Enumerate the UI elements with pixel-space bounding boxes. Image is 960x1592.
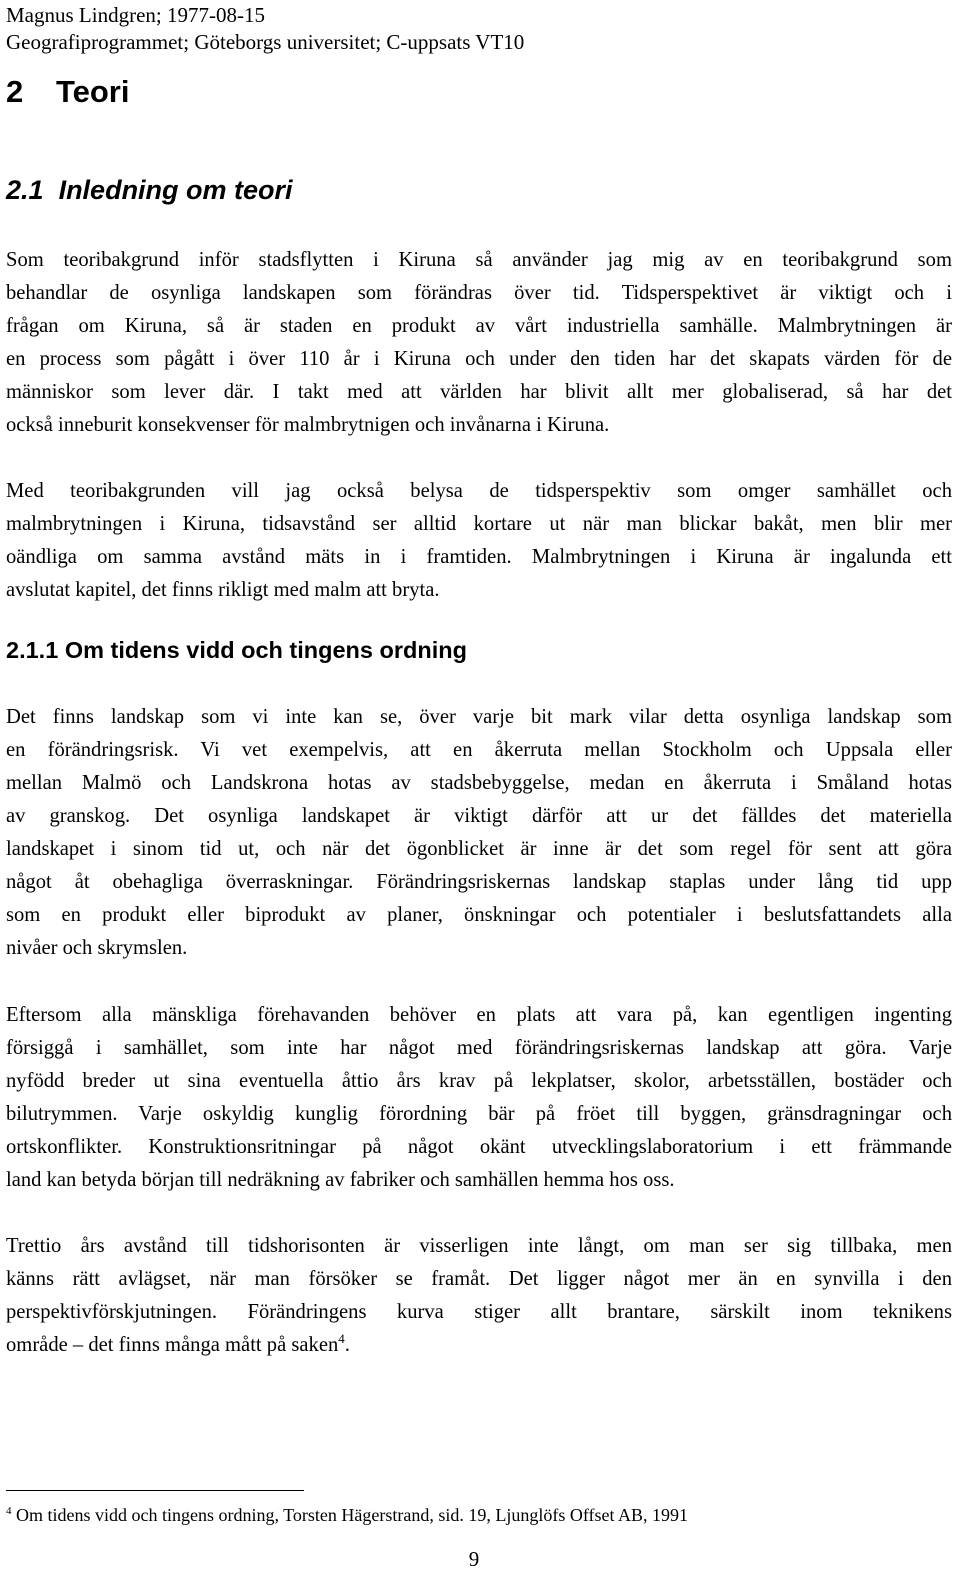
- paragraph-line: oändliga om samma avstånd mäts in i framtiden. Malmbrytningen i Kiruna är ingalunda ett: [6, 546, 952, 568]
- paragraph-line: bilutrymmen. Varje oskyldig kunglig förordning bär på fröet till byggen, gränsdragningar och: [6, 1103, 952, 1125]
- paragraph-line: Det finns landskap som vi inte kan se, över varje bit mark vilar detta osynliga landskap som: [6, 706, 952, 728]
- paragraph-line: som en produkt eller biprodukt av planer, önskningar och potentialer i beslutsfattandets alla: [6, 904, 952, 926]
- paragraph-line: behandlar de osynliga landskapen som förändras över tid. Tidsperspektivet är viktigt och i: [6, 282, 952, 304]
- section-title: Inledning om teori: [58, 175, 293, 205]
- paragraph-line: malmbrytningen i Kiruna, tidsavstånd ser alltid kortare ut när man blickar bakåt, men blir mer: [6, 513, 952, 535]
- paragraph-4: [6, 999, 952, 1197]
- paragraph-line: mellan Malmö och Landskrona hotas av stadsbebyggelse, medan en åkerruta i Småland hotas: [6, 772, 952, 794]
- paragraph-line: frågan om Kiruna, så är staden en produkt av vårt industriella samhälle. Malmbrytningen är: [6, 315, 952, 337]
- paragraph-line: försiggå i samhället, som inte har något med förändringsriskernas landskap att göra. Varje: [6, 1037, 952, 1059]
- footnote-text: Om tidens vidd och tingens ordning, Torsten Hägerstrand, sid. 19, Ljunglöfs Offset AB, 1991: [11, 1505, 689, 1525]
- paragraph-line: Med teoribakgrunden vill jag också belysa de tidsperspektiv som omger samhället och: [6, 480, 952, 502]
- header-program: Geografiprogrammet; Göteborgs universitet; C-uppsats VT10: [6, 30, 525, 54]
- paragraph-line: Trettio års avstånd till tidshorisonten är visserligen inte långt, om man ser sig tillbaka, men: [6, 1235, 952, 1257]
- paragraph-line: något åt obehagliga överraskningar. Förändringsriskernas landskap staplas under lång tid upp: [6, 871, 952, 893]
- footnote: [6, 1503, 688, 1527]
- paragraph-line: avslutat kapitel, det finns rikligt med malm att bryta.: [6, 579, 440, 601]
- paragraph-line: nyfödd breder ut sina eventuella åttio års krav på lekplatser, skolor, arbetsställen, bostäder och: [6, 1070, 952, 1092]
- footnote-marker: 4: [6, 1505, 12, 1517]
- paragraph-line: också inneburit konsekvenser för malmbrytnigen och invånarna i Kiruna.: [6, 414, 610, 436]
- paragraph-line: [6, 1329, 952, 1362]
- paragraph-line: känns rätt avlägset, när man försöker se framåt. Det ligger något mer än en synvilla i den: [6, 1268, 952, 1290]
- paragraph-line: en förändringsrisk. Vi vet exempelvis, att en åkerruta mellan Stockholm och Uppsala eller: [6, 739, 952, 761]
- paragraph-line: perspektivförskjutningen. Förändringens kurva stiger allt brantare, särskilt inom teknikens: [6, 1301, 952, 1323]
- paragraph-line: landskapet i sinom tid ut, och när det ögonblicket är inne är det som regel för sent att göra: [6, 838, 952, 860]
- paragraph-line: ortskonflikter. Konstruktionsritningar på något okänt utvecklingslaboratorium i ett främmande: [6, 1136, 952, 1158]
- subsection-title: Om tidens vidd och tingens ordning: [64, 637, 467, 663]
- footnote-reference[interactable]: 4: [338, 1331, 345, 1347]
- section-heading: [6, 172, 293, 208]
- paragraph-2: [6, 475, 952, 607]
- paragraph-end-punctuation: .: [344, 1334, 350, 1356]
- paragraph-line: människor som lever där. I takt med att världen har blivit allt mer globaliserad, så har det: [6, 381, 952, 403]
- paragraph-1: [6, 244, 952, 442]
- paragraph-line: av granskog. Det osynliga landskapet är viktigt därför att ur det fälldes det materiella: [6, 805, 952, 827]
- chapter-title: Teori: [56, 74, 130, 109]
- chapter-heading: [6, 72, 130, 112]
- paragraph-line: Eftersom alla mänskliga förehavanden behöver en plats att vara på, kan egentligen ingenting: [6, 1004, 952, 1026]
- paragraph-line: Som teoribakgrund inför stadsflytten i Kiruna så använder jag mig av en teoribakgrund som: [6, 249, 952, 271]
- paragraph-line: nivåer och skrymslen.: [6, 937, 188, 959]
- header-author-date: Magnus Lindgren; 1977-08-15: [6, 3, 265, 27]
- paragraph-5: [6, 1230, 952, 1362]
- paragraph-line: land kan betyda början till nedräkning av fabriker och samhällen hemma hos oss.: [6, 1169, 675, 1191]
- footnote-separator: [6, 1490, 304, 1491]
- paragraph-line: en process som pågått i över 110 år i Kiruna och under den tiden har det skapats värden för de: [6, 348, 952, 370]
- paragraph-3: [6, 701, 952, 965]
- section-number: 2.1: [6, 175, 44, 205]
- subsection-number: 2.1.1: [6, 637, 59, 663]
- paragraph-last-line-text: område – det finns många mått på saken: [6, 1334, 339, 1356]
- subsection-heading: [6, 635, 467, 665]
- chapter-number: 2: [6, 74, 24, 109]
- page-number: 9: [468, 1547, 480, 1571]
